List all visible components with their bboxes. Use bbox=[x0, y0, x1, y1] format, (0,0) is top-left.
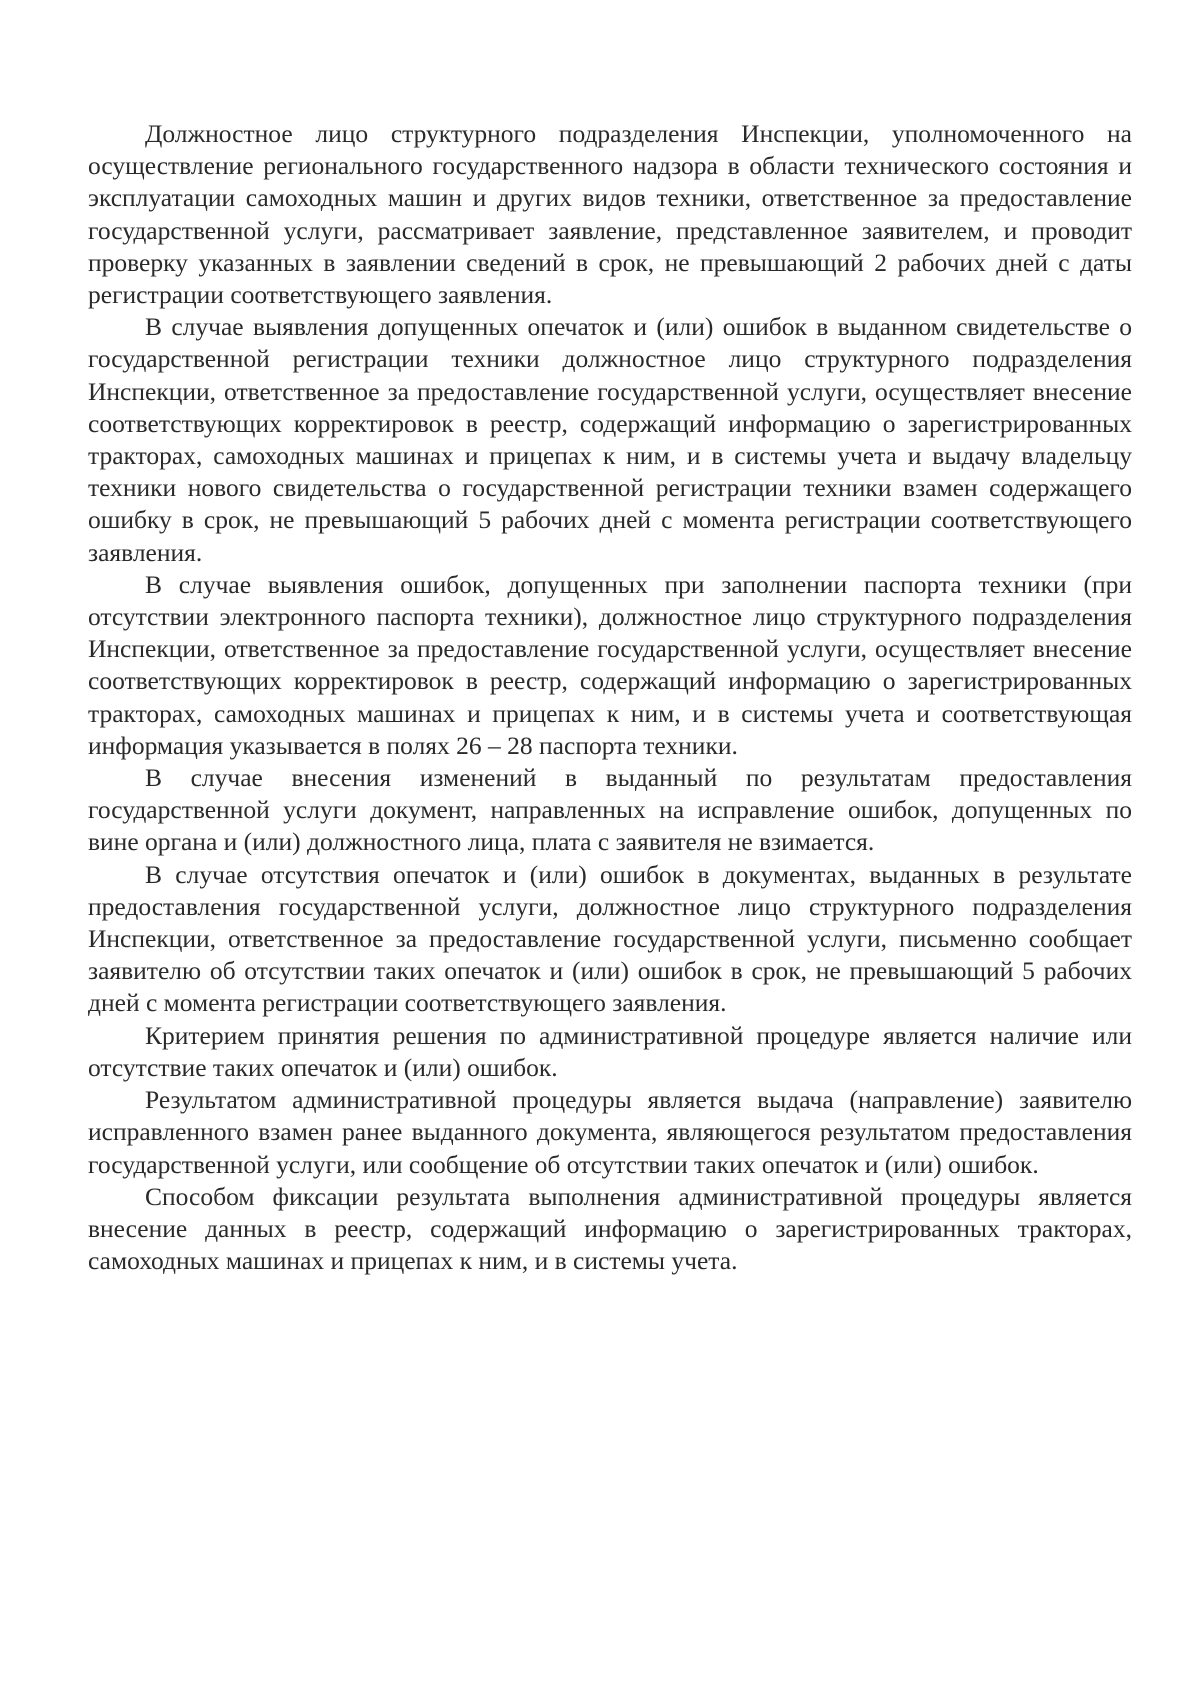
paragraph-review-application: Должностное лицо структурного подразделения Инспекции, уполномоченного на осуществление регионального государственного надзора в области технического состояния и эксплуатации самоходных машин и других видов техники, ответственное за предоставление государственной услуги, рассматривает заявление, представленное заявителем, и проводит проверку указанных в заявлении сведений в срок, не превышающий 2 рабочих дней с даты регистрации соответствующего заявления. bbox=[88, 119, 1132, 310]
paragraph-certificate-errors: В случае выявления допущенных опечаток и (или) ошибок в выданном свидетельстве о государственной регистрации техники должностное лицо структурного подразделения Инспекции, ответственное за предоставление государственной услуги, осуществляет внесение соответствующих корректировок в реестр, содержащий информацию о зарегистрированных тракторах, самоходных машинах и прицепах к ним, и в системы учета и выдачу владельцу техники нового свидетельства о государственной регистрации техники взамен содержащего ошибку в срок, не превышающий 5 рабочих дней с момента регистрации соответствующего заявления. bbox=[88, 312, 1132, 567]
paragraph-passport-errors: В случае выявления ошибок, допущенных при заполнении паспорта техники (при отсутствии электронного паспорта техники), должностное лицо структурного подразделения Инспекции, ответственное за предоставление государственной услуги, осуществляет внесение соответствующих корректировок в реестр, содержащий информацию о зарегистрированных тракторах, самоходных машинах и прицепах к ним, и в системы учета и соответствующая информация указывается в полях 26 – 28 паспорта техники. bbox=[88, 569, 1132, 760]
paragraph-result-recording: Способом фиксации результата выполнения административной процедуры является внесение данных в реестр, содержащий информацию о зарегистрированных тракторах, самоходных машинах и прицепах к ним, и в системы учета. bbox=[88, 1181, 1132, 1276]
paragraph-no-errors-notice: В случае отсутствия опечаток и (или) ошибок в документах, выданных в результате предоставления государственной услуги, должностное лицо структурного подразделения Инспекции, ответственное за предоставление государственной услуги, письменно сообщает заявителю об отсутствии таких опечаток и (или) ошибок в срок, не превышающий 5 рабочих дней с момента регистрации соответствующего заявления. bbox=[88, 859, 1132, 1018]
document-body bbox=[88, 118, 1132, 1277]
paragraph-procedure-result: Результатом административной процедуры является выдача (направление) заявителю исправленного взамен ранее выданного документа, являющегося результатом предоставления государственной услуги, или сообщение об отсутствии таких опечаток и (или) ошибок. bbox=[88, 1085, 1132, 1179]
paragraph-decision-criterion: Критерием принятия решения по административной процедуре является наличие или отсутствие таких опечаток и (или) ошибок. bbox=[88, 1020, 1132, 1082]
paragraph-no-fee: В случае внесения изменений в выданный по результатам предоставления государственной услуги документ, направленных на исправление ошибок, допущенных по вине органа и (или) должностного лица, плата с заявителя не взимается. bbox=[88, 763, 1132, 857]
